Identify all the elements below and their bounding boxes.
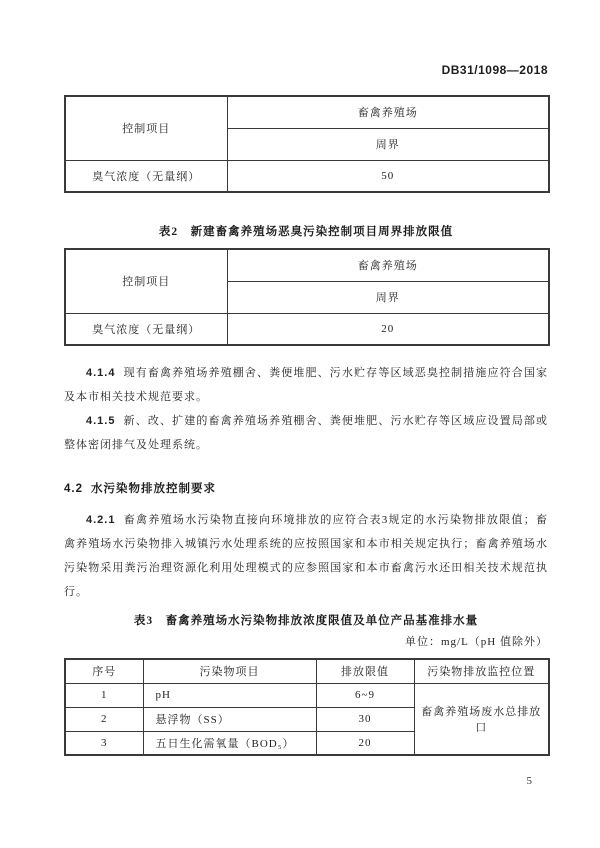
table-row: [65, 313, 549, 345]
section-4-2-number: 4.2: [64, 483, 83, 495]
page-number: 5: [526, 775, 532, 787]
section-4-2-heading: [64, 480, 548, 496]
table2-control-item-header: 控制项目: [65, 249, 227, 313]
table2-odor-item: 臭气浓度（无量纲）: [65, 313, 227, 345]
table3-row2-limit: 30: [316, 707, 414, 731]
table2-farm-header: 畜禽养殖场: [227, 249, 549, 281]
clause-4-2-1: [64, 508, 548, 604]
table-row: [65, 160, 549, 192]
clause-4-1-4-text: 现有畜禽养殖场养殖棚舍、粪便堆肥、污水贮存等区域恶臭控制措施应符合国家及本市相关技术规范要求。: [64, 367, 548, 403]
table-odor-existing-farms: [64, 95, 550, 193]
table3-header-location: 污染物排放监控位置: [414, 659, 549, 683]
table1-boundary-header: 周界: [227, 128, 549, 160]
table1-control-item-header: 控制项目: [65, 96, 227, 160]
clause-4-2-1-text: 畜禽养殖场水污染物直接向环境排放的应符合表3规定的水污染物排放限值；畜禽养殖场水污染物排入城镇污水处理系统的应按照国家和本市相关规定执行；畜禽养殖场水污染物采用粪污治理资源化利用处理模式的应参照国家和本市畜禽污水还田相关技术规范执行。: [64, 514, 548, 598]
table3-unit-note: 单位：mg/L（pH 值除外）: [404, 636, 548, 648]
table3-caption: 表3 畜禽养殖场水污染物排放浓度限值及单位产品基准排水量: [133, 615, 479, 627]
table-odor-new-farms: [64, 248, 550, 346]
table3-header-item: 污染物项目: [143, 659, 316, 683]
table3-row2-no: 2: [65, 707, 143, 731]
clause-4-1-5-number: 4.1.5: [86, 415, 116, 427]
table3-header-limit: 排放限值: [316, 659, 414, 683]
table1-farm-header: 畜禽养殖场: [227, 96, 549, 128]
table2-boundary-header: 周界: [227, 281, 549, 313]
table3-row3-limit: 20: [316, 731, 414, 755]
table3-header-no: 序号: [65, 659, 143, 683]
table3-row1-limit: 6~9: [316, 683, 414, 707]
table3-monitoring-location: 畜禽养殖场废水总排放口: [414, 683, 549, 755]
table3-row1-item: pH: [143, 683, 316, 707]
section-4-2-title: 水污染物排放控制要求: [91, 483, 216, 495]
clause-4-2-1-number: 4.2.1: [86, 514, 116, 526]
table3-row3-no: 3: [65, 731, 143, 755]
table2-odor-value: 20: [227, 313, 549, 345]
table-row: [65, 249, 549, 281]
table1-odor-item: 臭气浓度（无量纲）: [65, 160, 227, 192]
table1-odor-value: 50: [227, 160, 549, 192]
table2-caption: 表2 新建畜禽养殖场恶臭污染控制项目周界排放限值: [158, 226, 454, 238]
table-water-pollutant-limits: [64, 658, 550, 756]
table-header-row: [65, 659, 549, 683]
clause-4-1-4-number: 4.1.4: [86, 367, 116, 379]
doc-code: DB31/1098—2018: [441, 63, 548, 77]
clause-4-1-5-text: 新、改、扩建的畜禽养殖场养殖棚舍、粪便堆肥、污水贮存等区域应设置局部或整体密闭排气及处理系统。: [64, 415, 548, 451]
table-row: [65, 96, 549, 128]
table3-row2-item: 悬浮物（SS）: [143, 707, 316, 731]
table3-row3-item: 五日生化需氧量（BOD₅）: [143, 731, 316, 755]
table3-row1-no: 1: [65, 683, 143, 707]
table-row: [65, 683, 549, 707]
clause-4-1-4: [64, 361, 548, 409]
clause-4-1-5: [64, 409, 548, 457]
